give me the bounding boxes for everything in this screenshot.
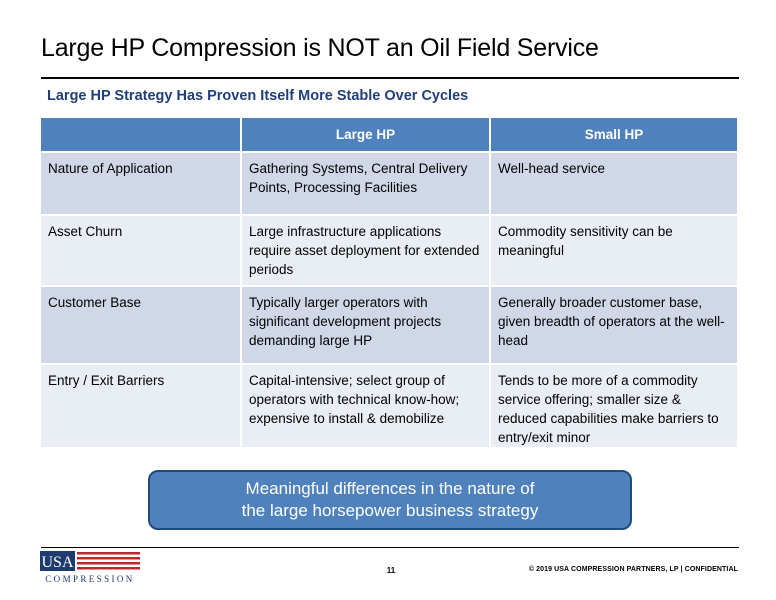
large-hp-cell: Typically larger operators with significant development projects demanding large HP xyxy=(242,285,491,363)
logo-compression-text: COMPRESSION xyxy=(45,574,135,584)
small-hp-cell: Tends to be more of a commodity service offering; smaller size & reduced capabilities make barriers to entry/exit minor xyxy=(491,363,737,447)
usa-compression-logo xyxy=(40,551,140,585)
footer-divider xyxy=(41,547,739,548)
row-label: Nature of Application xyxy=(41,151,242,214)
callout-line-2: the large horsepower business strategy xyxy=(241,501,539,520)
table-row xyxy=(41,363,737,447)
small-hp-cell: Well-head service xyxy=(491,151,737,214)
large-hp-cell: Gathering Systems, Central Delivery Points, Processing Facilities xyxy=(242,151,491,214)
table-row xyxy=(41,285,737,363)
header-large-hp: Large HP xyxy=(242,118,491,151)
logo-stripe xyxy=(77,557,140,560)
large-hp-cell: Capital-intensive; select group of operators with technical know-how; expensive to install & demobilize xyxy=(242,363,491,447)
logo-stripe xyxy=(77,567,140,570)
logo-usa-text: USA xyxy=(41,554,74,571)
callout-box xyxy=(148,470,632,530)
copyright-notice: © 2019 USA COMPRESSION PARTNERS, LP | CONFIDENTIAL xyxy=(528,566,738,573)
row-label: Asset Churn xyxy=(41,214,242,285)
slide-subtitle: Large HP Strategy Has Proven Itself More Stable Over Cycles xyxy=(47,88,469,104)
small-hp-cell: Generally broader customer base, given breadth of operators at the well-head xyxy=(491,285,737,363)
slide-title: Large HP Compression is NOT an Oil Field Service xyxy=(41,34,599,62)
header-empty xyxy=(41,118,242,151)
table-header-row xyxy=(41,118,737,151)
header-small-hp: Small HP xyxy=(491,118,737,151)
logo-stripe xyxy=(77,562,140,565)
title-divider xyxy=(41,77,739,79)
page-number: 11 xyxy=(386,566,396,575)
row-label: Entry / Exit Barriers xyxy=(41,363,242,447)
row-label: Customer Base xyxy=(41,285,242,363)
comparison-table xyxy=(41,118,737,447)
table-row xyxy=(41,214,737,285)
callout-line-1: Meaningful differences in the nature of xyxy=(245,479,535,498)
logo-stripe xyxy=(77,552,140,555)
small-hp-cell: Commodity sensitivity can be meaningful xyxy=(491,214,737,285)
table-row xyxy=(41,151,737,214)
large-hp-cell: Large infrastructure applications require asset deployment for extended periods xyxy=(242,214,491,285)
